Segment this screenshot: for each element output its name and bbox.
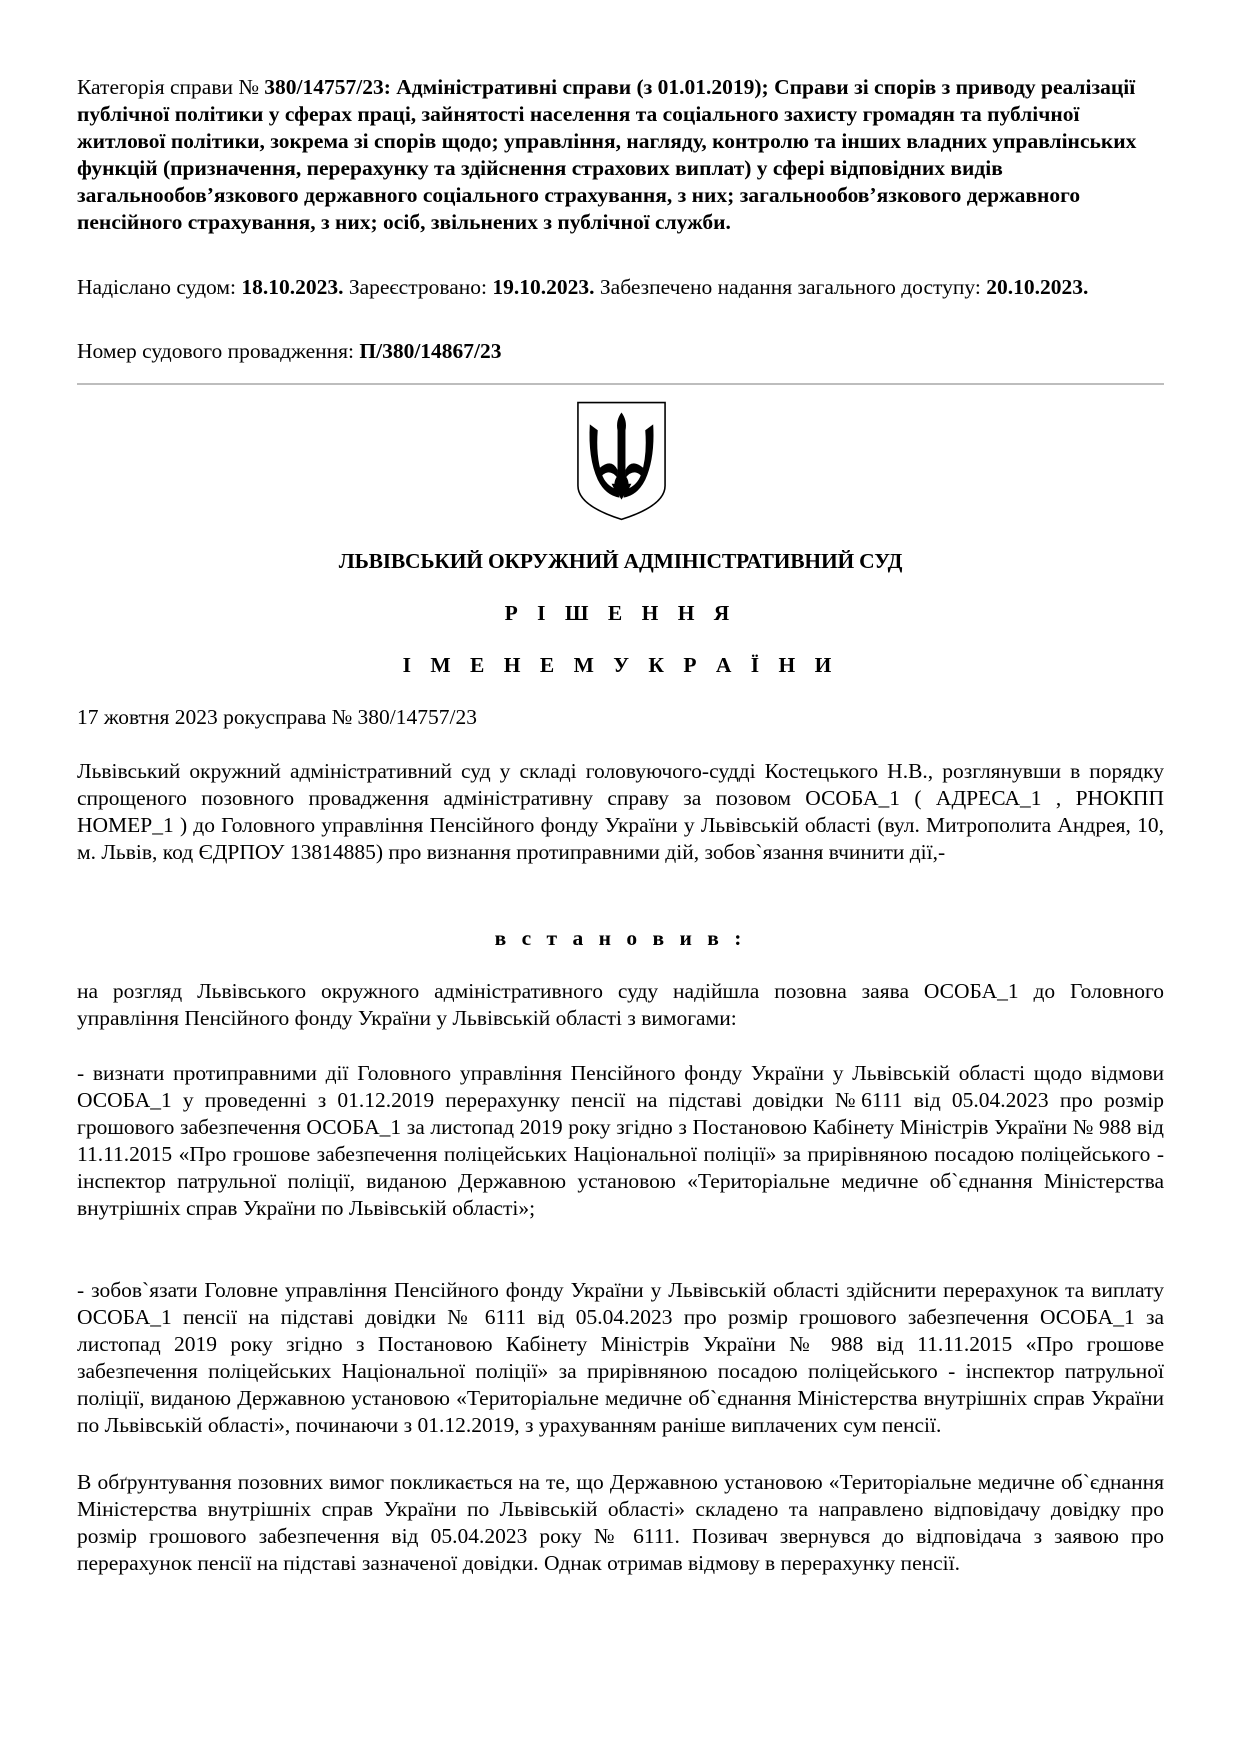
- paragraph-demand-1: - визнати протиправними дії Головного управління Пенсійного фонду України у Львівській області щодо відмови ОСОБА_1 у проведенні з 01.12.2019 перерахунку пенсії на підставі довідки №6111 від 05.04.2023 про розмір грошового забезпечення ОСОБА_1 за листопад 2019 року згідно з Постановою Кабінету Міністрів України № 988 від 11.11.2015 «Про грошове забезпечення поліцейських Національної поліції» за прирівняною посадою поліцейського - інспектор патрульної поліції, виданою Державною установою «Територіальне медичне об`єднання Міністерства внутрішніх справ України по Львівській області»;: [77, 1061, 1164, 1220]
- sent-date: 18.10.2023.: [241, 275, 344, 299]
- court-name: ЛЬВІВСЬКИЙ ОКРУЖНИЙ АДМІНІСТРАТИВНИЙ СУД: [338, 549, 903, 573]
- case-dates: [77, 274, 1164, 301]
- coat-of-arms-icon: [572, 398, 671, 523]
- access-label: Забезпечено надання загального доступу:: [599, 275, 981, 299]
- registered-label: Зареєстровано:: [348, 275, 488, 299]
- header-divider: [77, 383, 1164, 385]
- sent-label: Надіслано судом:: [77, 275, 236, 299]
- category-label: Категорія справи №: [77, 75, 259, 99]
- access-date: 20.10.2023.: [986, 275, 1089, 299]
- proceeding-value: П/380/14867/23: [359, 339, 502, 363]
- registered-date: 19.10.2023.: [492, 275, 595, 299]
- paragraph-grounds: В обґрунтування позовних вимог покликається на те, що Державною установою «Територіальне медичне об`єднання Міністерства внутрішніх справ України по Львівській області» складено та направлено відповідачу довідку про розмір грошового забезпечення від 05.04.2023 року № 6111. Позивач звернувся до відповідача з заявою про перерахунок пенсії на підставі зазначеної довідки. Однак отримав відмову в перерахунку пенсії.: [77, 1470, 1164, 1575]
- paragraph-demand-2: - зобов`язати Головне управління Пенсійного фонду України у Львівській області здійснити перерахунок та виплату ОСОБА_1 пенсії на підставі довідки № 6111 від 05.04.2023 про розмір грошового забезпечення ОСОБА_1 за листопад 2019 року згідно з Постановою Кабінету Міністрів України № 988 від 11.11.2015 «Про грошове забезпечення поліцейських Національної поліції» за прирівняною посадою поліцейського - інспектор патрульної поліції, виданою Державною установою «Територіальне медичне об`єднання Міністерства внутрішніх справ України по Львівській області», починаючи з 01.12.2019, з урахуванням раніше виплачених сум пенсії.: [77, 1278, 1164, 1437]
- name-of-ukraine: І М Е Н Е М У К Р А Ї Н И: [402, 653, 839, 677]
- case-category: [77, 74, 1164, 236]
- paragraph-claim: на розгляд Львівського окружного адміністративного суду надійшла позовна заява ОСОБА_1 до Головного управління Пенсійного фонду України у Львівській області з вимогами:: [77, 979, 1164, 1030]
- paragraph-intro: Львівський окружний адміністративний суд у складі головуючого-судді Костецького Н.В., розглянувши в порядку спрощеного позовного провадження адміністративну справу за позовом ОСОБА_1 ( АДРЕСА_1 , РНОКПП НОМЕР_1 ) до Головного управління Пенсійного фонду України у Львівській області (вул. Митрополита Андрея, 10, м. Львів, код ЄДРПОУ 13814885) про визнання протиправними дій, зобов`язання вчинити дії,-: [77, 759, 1164, 864]
- category-value: 380/14757/23: Адміністративні справи (з 01.01.2019); Справи зі спорів з приводу реалізації публічної політики у сферах праці, зайнятості населення та соціального захисту громадян та публічної житлової політики, зокрема зі спорів щодо; управління, нагляду, контролю та інших владних управлінських функцій (призначення, перерахунку та здійснення страхових виплат) у сфері відповідних видів загальнообов’язкового державного соціального страхування, з них; загальнообов’язкового державного пенсійного страхування, з них; осіб, звільнених з публічної служби.: [77, 75, 1137, 234]
- decision-date-line: 17 жовтня 2023 рокусправа № 380/14757/23: [77, 705, 477, 729]
- found-heading: в с т а н о в и в :: [494, 926, 747, 950]
- proceeding-label: Номер судового провадження:: [77, 339, 354, 363]
- proceeding-number: [77, 338, 1164, 365]
- decision-title: Р І Ш Е Н Н Я: [504, 601, 737, 625]
